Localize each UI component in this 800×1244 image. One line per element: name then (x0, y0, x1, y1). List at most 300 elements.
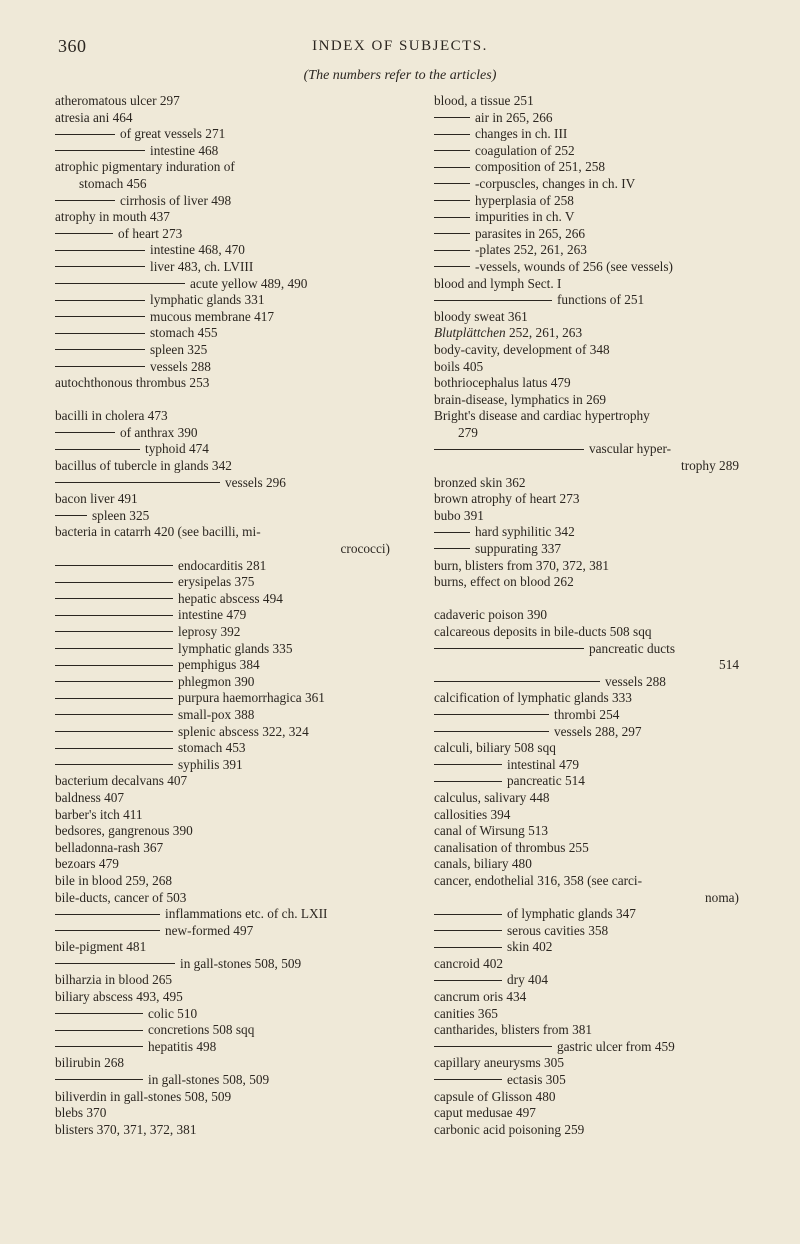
index-entry (55, 276, 400, 293)
index-entry (434, 458, 749, 475)
index-entry (434, 93, 749, 110)
ditto-dash (55, 432, 115, 433)
ditto-dash (434, 217, 470, 218)
index-entry (55, 840, 400, 857)
entry-text: bacterium decalvans 407 (55, 773, 188, 789)
index-entry (434, 408, 749, 425)
entry-text: cantharides, blisters from 381 (434, 1022, 593, 1038)
index-entry (434, 541, 749, 558)
index-entry (55, 359, 400, 376)
ditto-dash (55, 665, 173, 666)
entry-text: colic 510 (148, 1005, 198, 1021)
index-entry (434, 209, 749, 226)
index-entry (55, 259, 400, 276)
ditto-dash (434, 167, 470, 168)
entry-text: bronzed skin 362 (434, 474, 526, 490)
index-entry (434, 159, 749, 176)
index-entry (434, 1022, 749, 1039)
index-entry (434, 475, 749, 492)
ditto-dash (55, 349, 145, 350)
index-entry (434, 624, 749, 641)
entry-text: of lymphatic glands 347 (507, 906, 636, 922)
index-entry (55, 956, 400, 973)
index-entry (55, 641, 400, 658)
entry-text: bile in blood 259, 268 (55, 872, 173, 888)
index-entry (434, 1055, 749, 1072)
ditto-dash (55, 134, 115, 135)
entry-text: intestine 468 (150, 142, 219, 158)
entry-text: cancrum oris 434 (434, 989, 527, 1005)
entry-text: spleen 325 (150, 341, 208, 357)
index-entry (434, 176, 749, 193)
entry-text: noma) (705, 889, 739, 905)
ditto-dash (434, 150, 470, 151)
index-entry (55, 491, 400, 508)
entry-text: canal of Wirsung 513 (434, 823, 549, 839)
entry-text: Blutplättchen (434, 325, 506, 341)
index-entry (434, 1039, 749, 1056)
ditto-dash (55, 714, 173, 715)
index-entry (55, 93, 400, 110)
index-entry (434, 807, 749, 824)
index-entry (55, 441, 400, 458)
index-entry (55, 1039, 400, 1056)
entry-text: of anthrax 390 (120, 424, 198, 440)
running-title: INDEX OF SUBJECTS. (312, 38, 488, 54)
entry-text: bile-ducts, cancer of 503 (55, 889, 187, 905)
index-entry (55, 1089, 400, 1106)
index-entry (55, 1105, 400, 1122)
ditto-dash (434, 681, 600, 682)
ditto-dash (55, 366, 145, 367)
index-entry (55, 176, 400, 193)
index-entry (55, 923, 400, 940)
entry-text: blisters 370, 371, 372, 381 (55, 1121, 197, 1137)
entry-text: capsule of Glisson 480 (434, 1088, 556, 1104)
ditto-dash (434, 781, 502, 782)
entry-text: hepatic abscess 494 (178, 590, 283, 606)
entry-text: bloody sweat 361 (434, 308, 528, 324)
entry-text: burn, blisters from 370, 372, 381 (434, 557, 610, 573)
entry-text: phlegmon 390 (178, 673, 255, 689)
index-entry (55, 823, 400, 840)
index-entry (55, 524, 400, 541)
index-entry (434, 1072, 749, 1089)
entry-text: bilharzia in blood 265 (55, 972, 173, 988)
entry-text: syphilis 391 (178, 756, 243, 772)
index-entry (55, 972, 400, 989)
ditto-dash (55, 631, 173, 632)
index-entry (55, 408, 400, 425)
entry-text: erysipelas 375 (178, 574, 255, 590)
ditto-dash (434, 183, 470, 184)
left-index-column (55, 93, 400, 1138)
ditto-dash (434, 117, 470, 118)
entry-text: callosities 394 (434, 806, 511, 822)
entry-text: cancer, endothelial 316, 358 (see carci- (434, 872, 643, 888)
index-entry (55, 1055, 400, 1072)
entry-text: atrophic pigmentary induration of (55, 159, 235, 175)
index-entry (434, 923, 749, 940)
index-entry (55, 591, 400, 608)
index-entry (55, 508, 400, 525)
index-entry (55, 707, 400, 724)
entry-text: calcification of lymphatic glands 333 (434, 690, 632, 706)
ditto-dash (55, 598, 173, 599)
entry-text: barber's itch 411 (55, 806, 143, 822)
entry-text: trophy 289 (681, 458, 739, 474)
ditto-dash (434, 134, 470, 135)
entry-text: intestine 479 (178, 607, 247, 623)
entry-text: cadaveric poison 390 (434, 607, 547, 623)
entry-text: thrombi 254 (554, 706, 620, 722)
entry-text: brown atrophy of heart 273 (434, 491, 580, 507)
index-entry (434, 342, 749, 359)
index-entry (434, 657, 749, 674)
index-entry (55, 342, 400, 359)
ditto-dash (55, 333, 145, 334)
entry-text: bezoars 479 (55, 856, 119, 872)
index-entry (434, 790, 749, 807)
index-entry (434, 724, 749, 741)
index-entry (434, 226, 749, 243)
entry-text: pancreatic 514 (507, 773, 585, 789)
entry-text: skin 402 (507, 939, 553, 955)
entry-text: functions of 251 (557, 292, 645, 308)
index-entry (55, 690, 400, 707)
ditto-dash (434, 764, 502, 765)
index-entry (55, 757, 400, 774)
ditto-dash (55, 300, 145, 301)
index-entry (55, 890, 400, 907)
entry-text: concretions 508 sqq (148, 1022, 255, 1038)
ditto-dash (55, 1013, 143, 1014)
entry-text: air in 265, 266 (475, 109, 553, 125)
entry-text: of heart 273 (118, 225, 183, 241)
entry-text: ectasis 305 (507, 1072, 566, 1088)
entry-text: lymphatic glands 331 (150, 292, 265, 308)
index-entry (434, 375, 749, 392)
entry-text: hard syphilitic 342 (475, 524, 575, 540)
entry-text: in gall-stones 508, 509 (148, 1072, 270, 1088)
entry-text: changes in ch. III (475, 126, 568, 142)
entry-text: stomach 455 (150, 325, 218, 341)
entry-text: atresia ani 464 (55, 109, 133, 125)
index-entry (55, 657, 400, 674)
index-entry (434, 325, 749, 342)
entry-text: composition of 251, 258 (475, 159, 606, 175)
entry-text: bubo 391 (434, 507, 484, 523)
index-entry (55, 375, 400, 392)
entry-text: endocarditis 281 (178, 557, 267, 573)
entry-text: intestinal 479 (507, 756, 580, 772)
index-entry (55, 193, 400, 210)
entry-text: of great vessels 271 (120, 126, 226, 142)
entry-text: -vessels, wounds of 256 (see vessels) (475, 258, 673, 274)
index-entry (434, 757, 749, 774)
index-entry (434, 906, 749, 923)
page-number: 360 (58, 36, 87, 56)
index-entry (55, 1022, 400, 1039)
ditto-dash (434, 648, 584, 649)
entry-text: capillary aneurysms 305 (434, 1055, 564, 1071)
index-entry (55, 458, 400, 475)
index-entry (434, 558, 749, 575)
index-entry (434, 110, 749, 127)
entry-text: brain-disease, lymphatics in 269 (434, 391, 607, 407)
ditto-dash (55, 914, 160, 915)
ditto-dash (434, 548, 470, 549)
entry-suffix: 252, 261, 263 (505, 325, 583, 341)
index-entry (434, 242, 749, 259)
index-entry (55, 1072, 400, 1089)
index-entry (55, 143, 400, 160)
index-entry (434, 740, 749, 757)
index-entry (55, 558, 400, 575)
index-entry (434, 359, 749, 376)
index-entry (434, 939, 749, 956)
entry-text: acute yellow 489, 490 (190, 275, 308, 291)
entry-text: canalisation of thrombus 255 (434, 839, 589, 855)
entry-text: bedsores, gangrenous 390 (55, 823, 193, 839)
entry-text: atheromatous ulcer 297 (55, 93, 180, 108)
index-entry (434, 674, 749, 691)
index-entry (434, 823, 749, 840)
index-entry (55, 110, 400, 127)
index-entry (434, 840, 749, 857)
index-entry (55, 724, 400, 741)
index-entry (434, 1105, 749, 1122)
entry-text: vascular hyper- (589, 441, 672, 457)
ditto-dash (55, 150, 145, 151)
index-entry (434, 259, 749, 276)
ditto-dash (434, 233, 470, 234)
entry-text: bacteria in catarrh 420 (see bacilli, mi- (55, 524, 261, 540)
ditto-dash (55, 449, 140, 450)
ditto-dash (55, 731, 173, 732)
index-entry (434, 1006, 749, 1023)
entry-text: calcareous deposits in bile-ducts 508 sqq (434, 624, 652, 639)
index-entry (55, 292, 400, 309)
index-note: (The numbers refer to the articles) (303, 68, 497, 83)
ditto-dash (55, 930, 160, 931)
index-entry (55, 856, 400, 873)
ditto-dash (434, 449, 584, 450)
index-entry (434, 292, 749, 309)
ditto-dash (55, 1079, 143, 1080)
ditto-dash (434, 947, 502, 948)
entry-text: cancroid 402 (434, 955, 504, 971)
entry-text: canities 365 (434, 1005, 498, 1021)
index-entry (55, 226, 400, 243)
index-entry (55, 541, 400, 558)
index-entry (55, 325, 400, 342)
entry-text: blood, a tissue 251 (434, 93, 534, 108)
entry-text: Bright's disease and cardiac hypertrophy (434, 408, 650, 424)
ditto-dash (55, 681, 173, 682)
index-entry (55, 159, 400, 176)
entry-gap (55, 392, 400, 409)
index-entry (55, 939, 400, 956)
index-entry (434, 276, 749, 293)
index-entry (55, 740, 400, 757)
ditto-dash (55, 748, 173, 749)
entry-text: leprosy 392 (178, 624, 241, 639)
ditto-dash (55, 515, 87, 516)
entry-text: mucous membrane 417 (150, 308, 275, 324)
index-entry (434, 873, 749, 890)
index-entry (55, 309, 400, 326)
entry-text: autochthonous thrombus 253 (55, 375, 210, 391)
entry-text: lymphatic glands 335 (178, 640, 293, 656)
index-entry (55, 607, 400, 624)
index-entry (434, 441, 749, 458)
index-entry (434, 856, 749, 873)
index-entry (434, 1122, 749, 1139)
ditto-dash (55, 250, 145, 251)
index-entry (434, 392, 749, 409)
entry-text: inflammations etc. of ch. LXII (165, 906, 328, 922)
ditto-dash (434, 200, 470, 201)
entry-text: 514 (719, 657, 739, 673)
ditto-dash (55, 648, 173, 649)
entry-text: bacillus of tubercle in glands 342 (55, 458, 232, 474)
index-entry (434, 890, 749, 907)
index-entry (55, 624, 400, 641)
entry-text: belladonna-rash 367 (55, 839, 164, 855)
index-entry (55, 674, 400, 691)
ditto-dash (434, 532, 470, 533)
index-entry (55, 425, 400, 442)
ditto-dash (55, 316, 145, 317)
index-entry (55, 242, 400, 259)
index-entry (434, 989, 749, 1006)
entry-text: dry 404 (507, 972, 548, 988)
ditto-dash (55, 266, 145, 267)
index-entry (434, 607, 749, 624)
index-entry (434, 491, 749, 508)
index-entry (434, 508, 749, 525)
ditto-dash (55, 482, 220, 483)
ditto-dash (55, 565, 173, 566)
index-entry (55, 574, 400, 591)
entry-text: suppurating 337 (475, 541, 562, 557)
ditto-dash (434, 980, 502, 981)
index-entry (55, 475, 400, 492)
ditto-dash (434, 300, 552, 301)
index-entry (55, 773, 400, 790)
entry-text: -plates 252, 261, 263 (475, 242, 587, 258)
entry-text: new-formed 497 (165, 922, 254, 938)
entry-text: boils 405 (434, 358, 484, 374)
page-header (0, 36, 800, 60)
entry-gap (434, 591, 749, 608)
ditto-dash (55, 1030, 143, 1031)
entry-text: stomach 456 (79, 175, 147, 191)
entry-text: biliary abscess 493, 495 (55, 989, 183, 1005)
index-entry (434, 425, 749, 442)
entry-text: vessels 288, 297 (554, 723, 642, 739)
ditto-dash (55, 200, 115, 201)
index-entry (55, 873, 400, 890)
ditto-dash (434, 1046, 552, 1047)
index-entry (55, 209, 400, 226)
ditto-dash (55, 764, 173, 765)
index-entry (434, 126, 749, 143)
ditto-dash (55, 698, 173, 699)
entry-text: coagulation of 252 (475, 142, 575, 158)
entry-text: bacon liver 491 (55, 491, 138, 507)
entry-text: in gall-stones 508, 509 (180, 955, 302, 971)
entry-text: vessels 288 (605, 673, 666, 689)
entry-text: biliverdin in gall-stones 508, 509 (55, 1088, 232, 1104)
entry-text: stomach 453 (178, 740, 246, 756)
index-entry (434, 956, 749, 973)
index-entry (434, 773, 749, 790)
index-entry (434, 707, 749, 724)
entry-text: -corpuscles, changes in ch. IV (475, 175, 636, 191)
entry-text: gastric ulcer from 459 (557, 1038, 675, 1054)
entry-text: hepatitis 498 (148, 1038, 217, 1054)
entry-text: splenic abscess 322, 324 (178, 723, 309, 739)
entry-text: baldness 407 (55, 789, 125, 805)
entry-text: parasites in 265, 266 (475, 225, 586, 241)
index-entry (55, 1006, 400, 1023)
index-entry (434, 309, 749, 326)
entry-text: bilirubin 268 (55, 1055, 125, 1071)
entry-text: liver 483, ch. LVIII (150, 258, 254, 274)
index-entry (434, 1089, 749, 1106)
index-entry (434, 641, 749, 658)
entry-text: bile-pigment 481 (55, 939, 147, 955)
index-entry (434, 690, 749, 707)
entry-text: calculus, salivary 448 (434, 789, 550, 805)
entry-text: burns, effect on blood 262 (434, 574, 574, 590)
ditto-dash (434, 731, 549, 732)
ditto-dash (434, 714, 549, 715)
index-entry (55, 906, 400, 923)
index-entry (434, 972, 749, 989)
index-entry (55, 1122, 400, 1139)
ditto-dash (434, 1079, 502, 1080)
ditto-dash (55, 283, 185, 284)
entry-text: crococci) (340, 541, 390, 557)
entry-text: serous cavities 358 (507, 922, 609, 938)
entry-text: body-cavity, development of 348 (434, 341, 610, 357)
entry-text: canals, biliary 480 (434, 856, 532, 872)
ditto-dash (55, 1046, 143, 1047)
entry-text: bacilli in cholera 473 (55, 408, 168, 424)
ditto-dash (55, 582, 173, 583)
entry-text: hyperplasia of 258 (475, 192, 574, 208)
ditto-dash (55, 615, 173, 616)
ditto-dash (434, 930, 502, 931)
entry-text: blood and lymph Sect. I (434, 275, 562, 291)
index-entry (55, 989, 400, 1006)
entry-text: calculi, biliary 508 sqq (434, 740, 556, 756)
entry-text: atrophy in mouth 437 (55, 209, 170, 225)
entry-text: caput medusae 497 (434, 1105, 536, 1121)
entry-text: vessels 288 (150, 358, 211, 374)
entry-text: 279 (458, 424, 478, 440)
entry-text: impurities in ch. V (475, 209, 575, 225)
ditto-dash (55, 963, 175, 964)
ditto-dash (434, 266, 470, 267)
entry-text: pancreatic ducts (589, 640, 676, 656)
ditto-dash (55, 233, 113, 234)
entry-text: small-pox 388 (178, 706, 255, 722)
right-index-column (434, 93, 749, 1138)
